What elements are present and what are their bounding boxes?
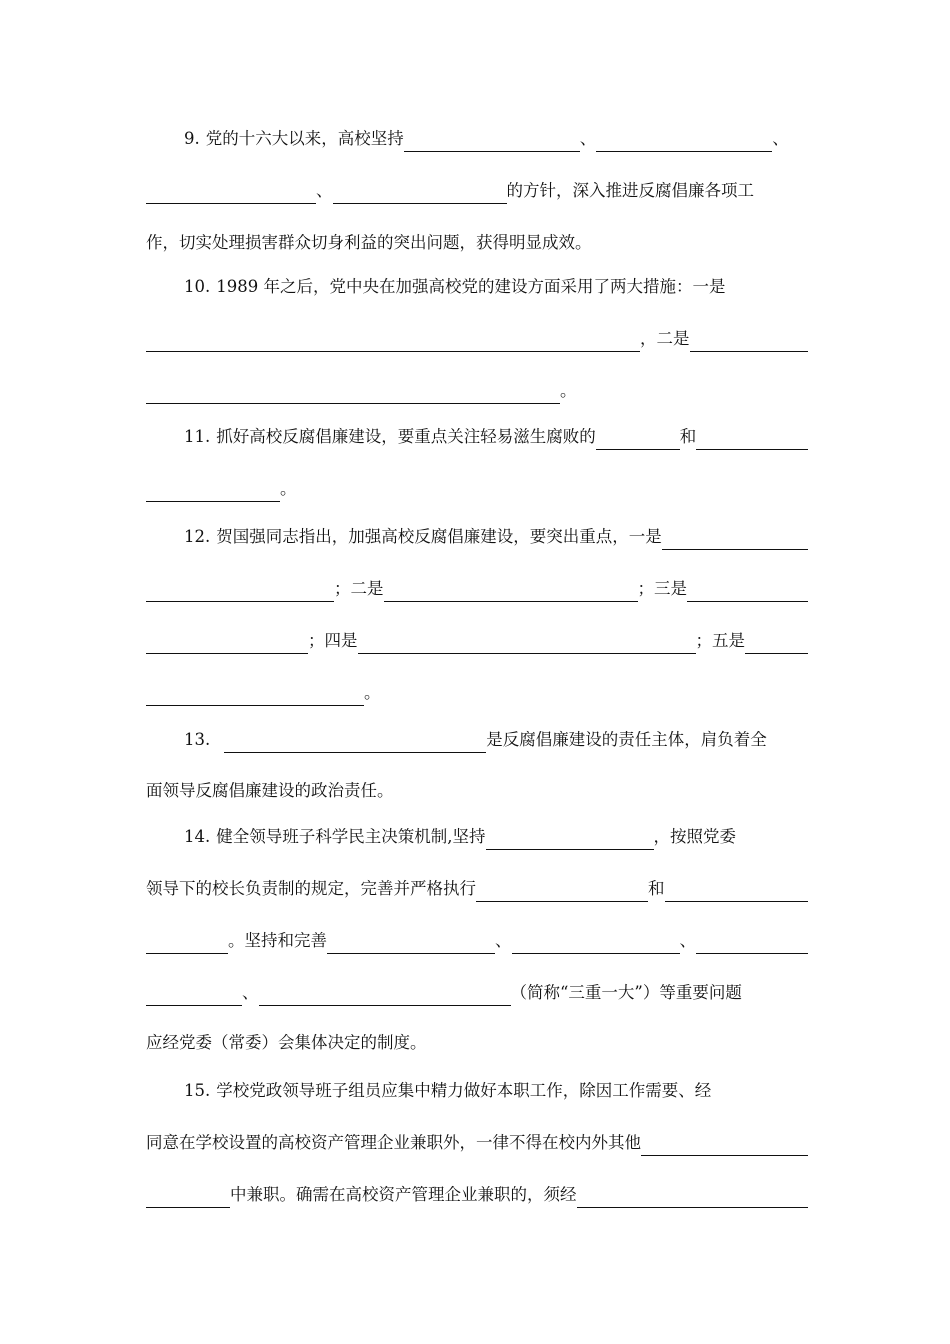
q14-blank-3-cont[interactable] (146, 935, 228, 954)
q9-text: 党的十六大以来，高校坚持 (205, 129, 404, 148)
q14-blank-4[interactable] (327, 935, 495, 954)
q13-number: 13. (184, 730, 211, 749)
q12-blank-3[interactable] (687, 583, 808, 602)
q11-text: 和 (679, 427, 697, 446)
q9-blank-1[interactable] (404, 133, 580, 152)
q14-separator: 、 (495, 931, 512, 950)
q13-blank-1[interactable] (224, 734, 486, 753)
q14-line-5 (146, 1030, 808, 1056)
q10-blank-2[interactable] (690, 333, 809, 352)
q15-line-2 (146, 1130, 808, 1156)
q15-text: 同意在学校设置的高校资产管理企业兼职外，一律不得在校内外其他 (146, 1133, 641, 1152)
q13-text: 是反腐倡廉建设的责任主体，肩负着全 (486, 730, 767, 749)
q14-blank-2[interactable] (476, 883, 648, 902)
q11-text: 。 (280, 479, 297, 498)
q14-text: 。坚持和完善 (228, 931, 327, 950)
q14-text: （简称“三重一大”）等重要问题 (510, 983, 742, 1002)
q15-blank-2[interactable] (577, 1189, 809, 1208)
q11-number: 11. (184, 427, 211, 446)
q12-text: 贺国强同志指出，加强高校反腐倡廉建设，要突出重点，一是 (216, 527, 662, 546)
q14-number: 14. (184, 827, 211, 846)
q14-blank-1[interactable] (486, 831, 654, 850)
q12-text: ；三是 (637, 579, 687, 598)
q9-separator: 、 (579, 129, 597, 148)
q14-separator: 、 (242, 983, 259, 1002)
q12-line-3 (146, 628, 808, 654)
q13-line-2 (146, 778, 808, 804)
q9-text: 的方针，深入推进反腐倡廉各项工 (506, 181, 754, 200)
q10-text: 。 (560, 381, 577, 400)
q14-separator: 、 (679, 931, 696, 950)
q12-blank-5-cont[interactable] (146, 687, 364, 706)
q14-text: 领导下的校长负责制的规定，完善并严格执行 (146, 879, 476, 898)
q10-line-2 (146, 326, 808, 352)
q14-blank-3[interactable] (665, 883, 809, 902)
q9-blank-3[interactable] (146, 185, 316, 204)
q11-line-2 (146, 476, 808, 502)
q9-line-1 (184, 126, 812, 152)
q15-number: 15. (184, 1081, 211, 1100)
q15-blank-1-cont[interactable] (146, 1189, 230, 1208)
q13-text: 面领导反腐倡廉建设的政治责任。 (146, 781, 394, 800)
q9-blank-4[interactable] (333, 185, 507, 204)
q14-line-1 (184, 824, 808, 850)
q9-blank-2[interactable] (596, 133, 772, 152)
q12-line-1 (184, 524, 808, 550)
q12-text: ；二是 (334, 579, 384, 598)
q9-separator: 、 (316, 181, 333, 200)
q14-line-3 (146, 928, 808, 954)
q11-line-1 (184, 424, 808, 450)
q11-blank-2-cont[interactable] (146, 483, 280, 502)
q14-text: ，按照党委 (653, 827, 736, 846)
q12-blank-5[interactable] (745, 635, 808, 654)
q9-text: 作，切实处理损害群众切身利益的突出问题，获得明显成效。 (146, 233, 592, 252)
q12-blank-4[interactable] (358, 635, 696, 654)
q12-text: ；四是 (308, 631, 358, 650)
q9-separator: 、 (772, 129, 789, 148)
q10-text: 1989 年之后，党中央在加强高校党的建设方面采用了两大措施：一是 (216, 277, 726, 296)
q12-text: 。 (364, 683, 381, 702)
q11-blank-2[interactable] (696, 431, 808, 450)
q10-blank-3[interactable] (146, 385, 560, 404)
q12-line-2 (146, 576, 808, 602)
q14-line-4 (146, 980, 808, 1006)
q10-line-1 (184, 274, 808, 300)
q14-blank-6[interactable] (696, 935, 808, 954)
q14-text: 健全领导班子科学民主决策机制,坚持 (216, 827, 486, 846)
q14-blank-7[interactable] (259, 987, 511, 1006)
q12-line-4 (146, 680, 808, 706)
q14-blank-6-cont[interactable] (146, 987, 242, 1006)
q15-text: 中兼职。确需在高校资产管理企业兼职的，须经 (230, 1185, 577, 1204)
q11-text: 抓好高校反腐倡廉建设，要重点关注轻易滋生腐败的 (216, 427, 596, 446)
q10-blank-1[interactable] (146, 333, 640, 352)
q15-line-1 (184, 1078, 808, 1104)
q10-line-3 (146, 378, 808, 404)
q15-line-3 (146, 1182, 808, 1208)
q10-text: ，二是 (640, 329, 690, 348)
q9-line-2 (146, 178, 808, 204)
q15-blank-1[interactable] (641, 1137, 808, 1156)
q14-line-2 (146, 876, 808, 902)
q12-number: 12. (184, 527, 211, 546)
q12-blank-1[interactable] (662, 531, 808, 550)
q12-blank-1-cont[interactable] (146, 583, 334, 602)
q13-line-1 (184, 727, 808, 753)
q14-blank-5[interactable] (512, 935, 680, 954)
q11-blank-1[interactable] (596, 431, 680, 450)
q9-number: 9. (184, 129, 200, 148)
q12-blank-2[interactable] (384, 583, 638, 602)
q10-number: 10. (184, 277, 211, 296)
q12-blank-3-cont[interactable] (146, 635, 308, 654)
q14-text: 应经党委（常委）会集体决定的制度。 (146, 1033, 427, 1052)
q15-text: 学校党政领导班子组员应集中精力做好本职工作，除因工作需要、经 (216, 1081, 712, 1100)
q12-text: ；五是 (695, 631, 745, 650)
q9-line-3 (146, 230, 808, 256)
q14-text: 和 (648, 879, 665, 898)
